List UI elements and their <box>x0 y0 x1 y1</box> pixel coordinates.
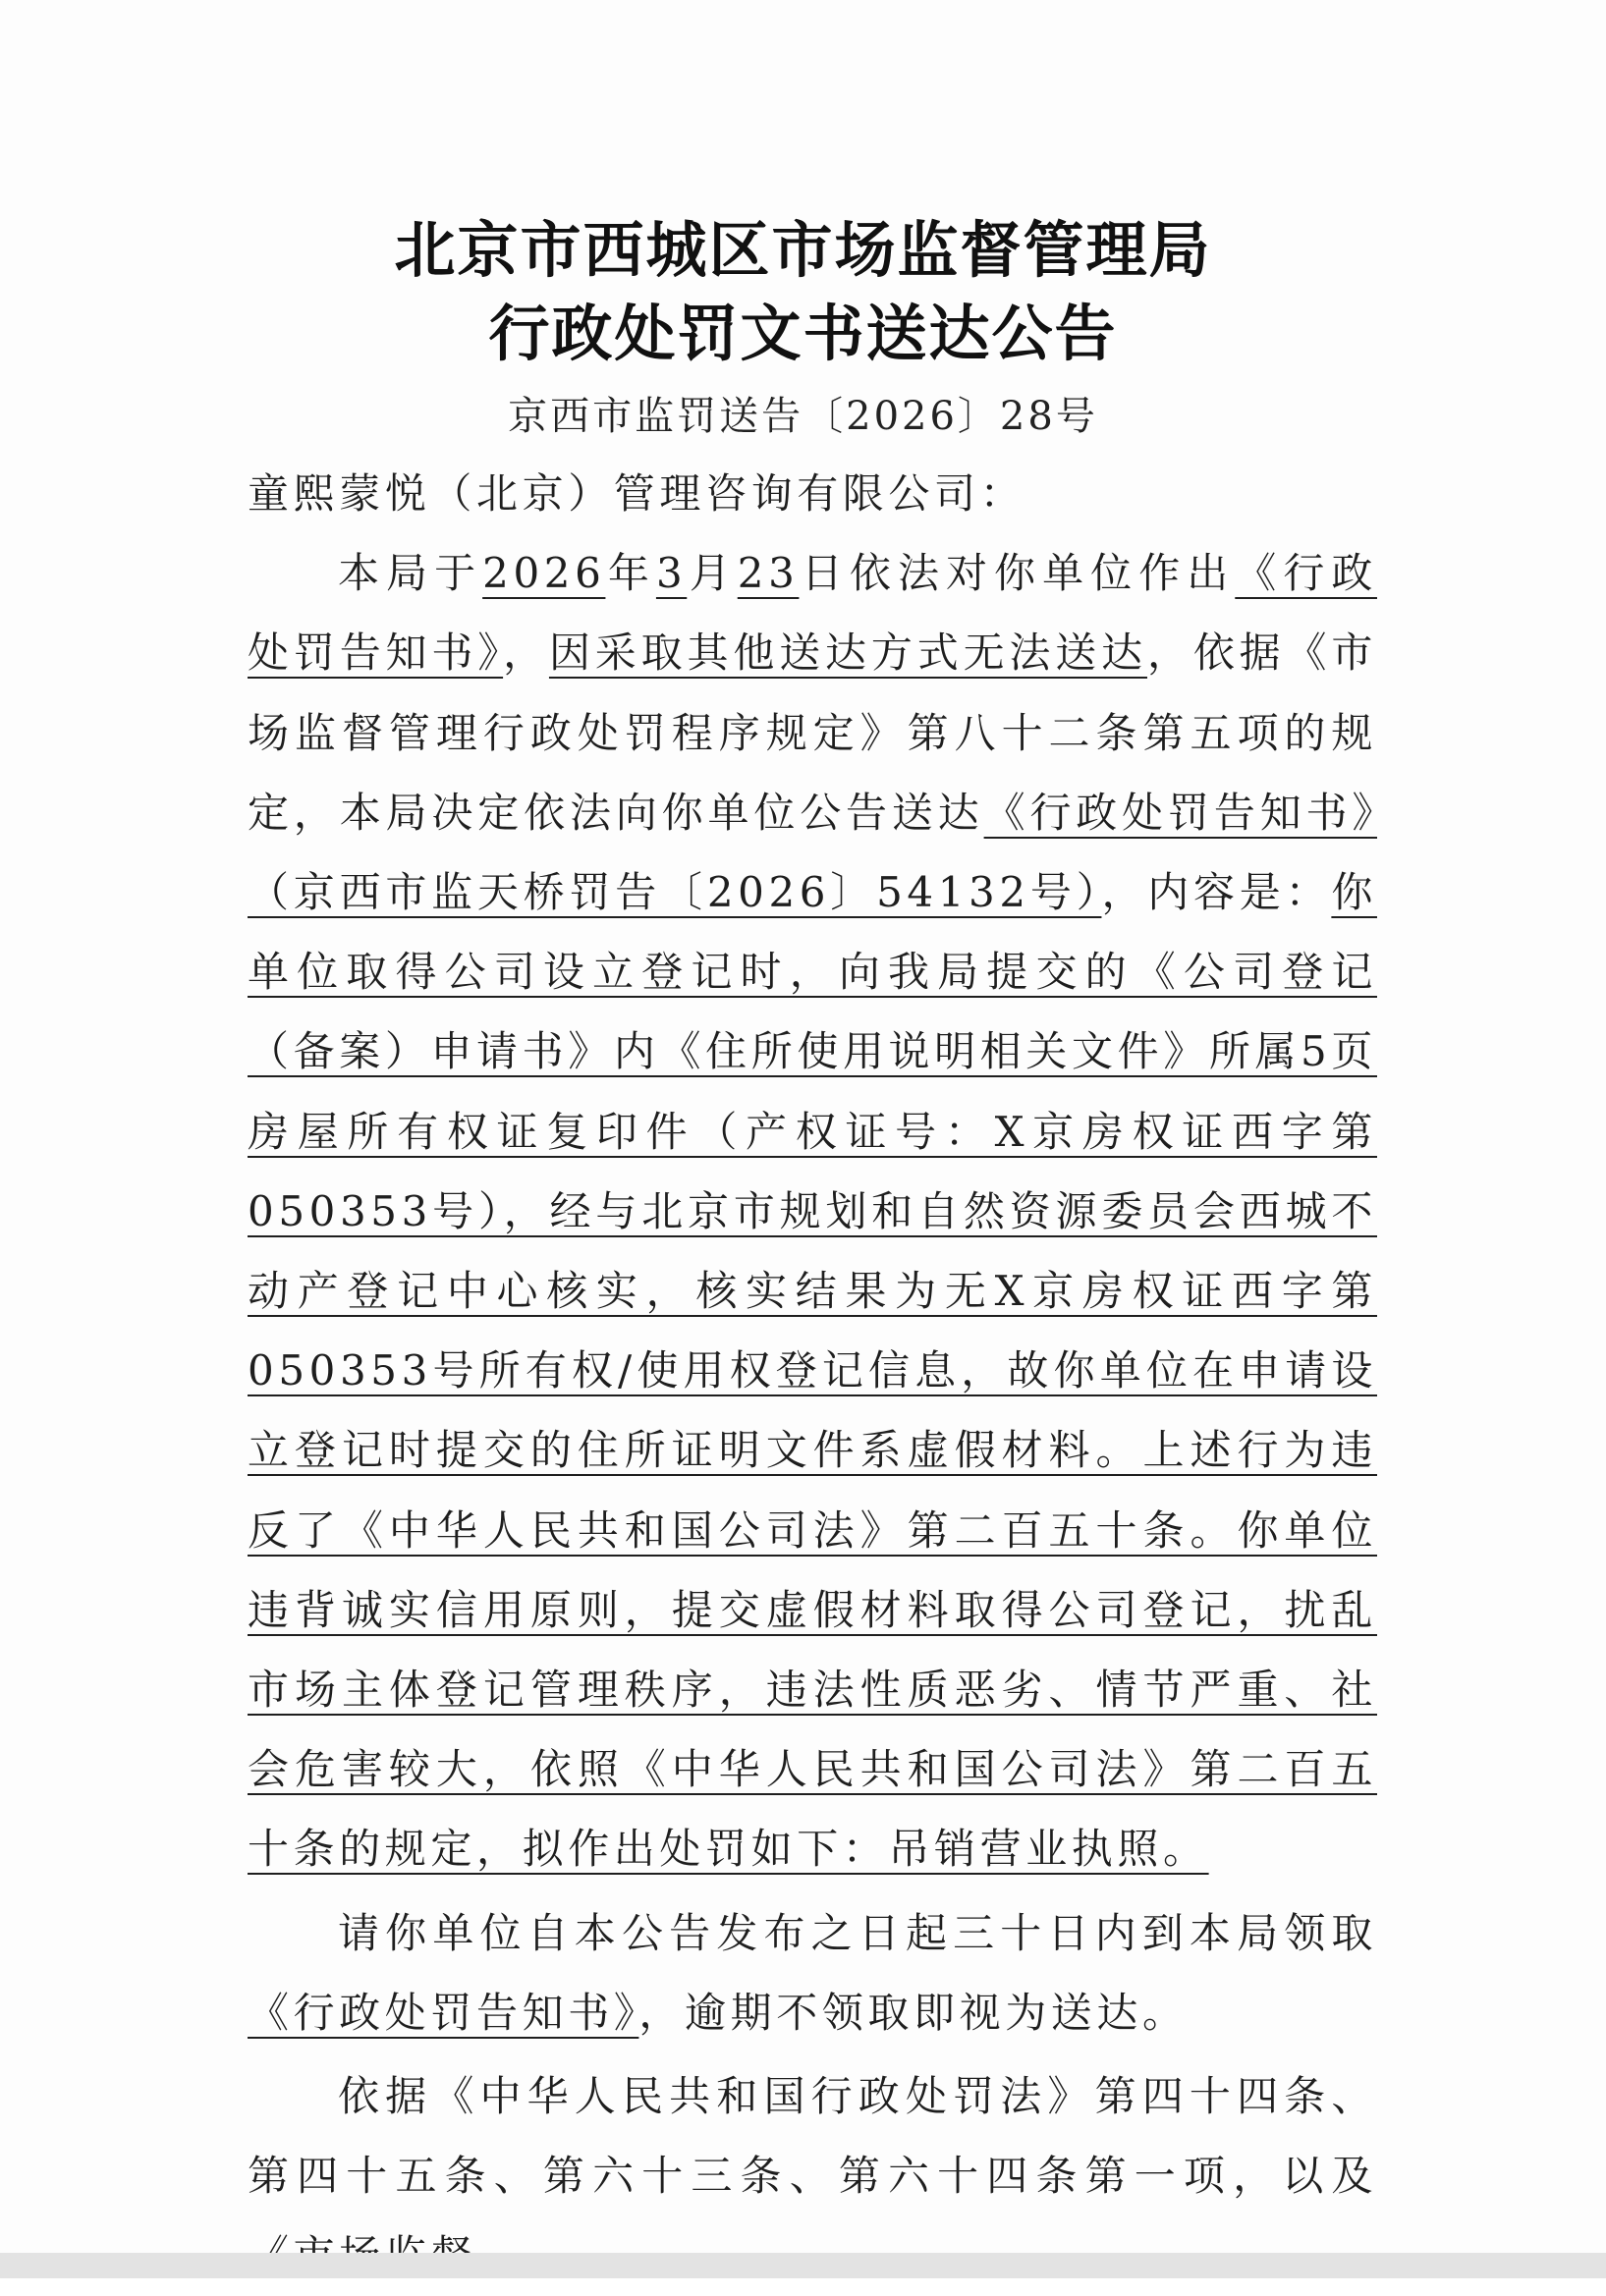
document-body <box>248 454 1377 2296</box>
penalty-document-reference: 《行政处罚告知书》（京西市监天桥罚告〔2026〕54132号） <box>248 788 1377 917</box>
para1-text-2: 年 <box>605 549 656 598</box>
delivery-failure-reason: 因采取其他送达方式无法送达 <box>548 629 1147 678</box>
penalty-day: 23 <box>737 549 800 598</box>
document-number: 京西市监罚送告〔2026〕28号 <box>508 394 1098 439</box>
document-title-line1: 北京市西城区市场监督管理局 <box>394 214 1212 286</box>
paragraph-legal-basis: 依据《中华人民共和国行政处罚法》第四十四条、第四十五条、第六十三条、第六十四条第一项，以及 <box>248 2072 1377 2201</box>
penalty-year: 2026 <box>482 549 606 598</box>
paragraph-collection <box>248 1893 1377 2052</box>
collection-document-name: 《行政处罚告知书》 <box>248 1988 639 2037</box>
document-title-line2: 行政处罚文书送达公告 <box>488 298 1118 369</box>
penalty-month: 3 <box>655 549 688 598</box>
para1-text-6: ，依据《市场监督管理行政处罚程序规定》第八十二条第五项的规定，本局决定依法向你单位公告送达 <box>248 629 1377 837</box>
penalty-document-name: 《行政处罚告知书》 <box>248 549 1377 678</box>
para1-text-3: 月 <box>687 549 738 598</box>
para2-text-2: ，逾期不领取即视为送达。 <box>638 1988 1189 2037</box>
para1-text-5: ， <box>503 629 549 678</box>
penalty-content: 你单位取得公司设立登记时，向我局提交的《公司登记（备案）申请书》内《住所使用说明相关文件》所属5页房屋所有权证复印件（产权证号：X京房权证西字第050353号），经与北京市规划和自然资源委员会西城不动产登记中心核实，核实结果为无X京房权证西字第050353号所有权/使用权登记信息，故你单位在申请设立登记时提交的住所证明文件系虚假材料。上述行为违反了《中华人民共和国公司法》第二百五十条。你单位违背诚实信用原则，提交虚假材料取得公司登记，扰乱市场主体登记管理秩序，违法性质恶劣、情节严重、社会危害较大，依照《中华人民共和国公司法》第二百五十条的规定，拟作出处罚如下：吊销营业执照。 <box>248 868 1377 1874</box>
paragraph-notice <box>248 533 1377 1888</box>
recipient-line: 童熙蒙悦（北京）管理咨询有限公司： <box>248 469 1026 518</box>
para1-text-4: 日依法对你单位作出 <box>799 549 1236 598</box>
para1-text-1: 本局于 <box>338 549 483 598</box>
scan-edge <box>0 2253 1606 2278</box>
para2-text-1: 请你单位自本公告发布之日起三十日内到本局领取 <box>338 1908 1377 1957</box>
para1-text-7: ，内容是： <box>1101 868 1332 917</box>
